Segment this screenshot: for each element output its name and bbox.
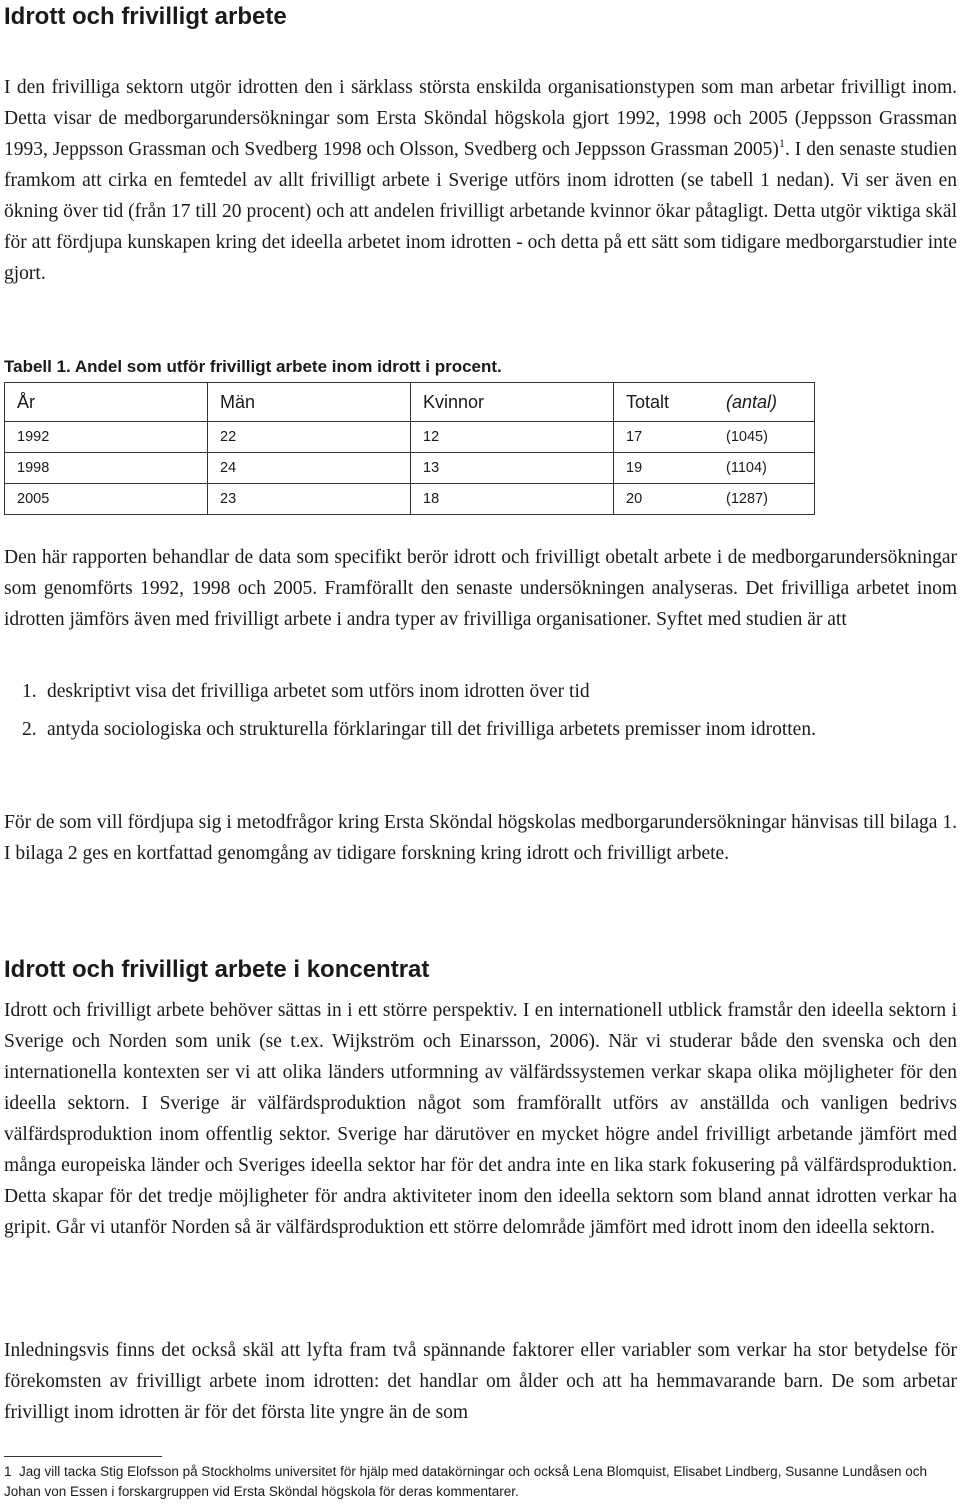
table-row <box>5 422 815 453</box>
footnote-divider <box>4 1456 162 1457</box>
cell-total: 17 <box>626 429 643 445</box>
list-text: deskriptivt visa det frivilliga arbetet som utförs inom idrotten över tid <box>47 681 590 702</box>
cell-total: 19 <box>626 460 643 476</box>
cell-count: (1104) <box>726 460 767 476</box>
intro-text: I den frivilliga sektorn utgör idrotten den i särklass största enskilda organisationstypen som man arbetar frivilligt inom. Detta visar de medborgarundersökningar som Ersta Sköndal högskola gjort 1992, 1998 och 2005 (Jeppsson Grassman 1993, Jeppsson Grassman och Svedberg 1998 och Olsson, Svedberg och Jeppsson Grassman 2005) <box>4 77 957 160</box>
list-text: antyda sociologiska och strukturella förklaringar till det frivilliga arbetets premisser inom idrotten. <box>47 719 816 740</box>
cell-year: 1998 <box>5 453 208 484</box>
footnote <box>4 1462 957 1502</box>
cell-women: 18 <box>411 484 614 515</box>
factors-paragraph: Inledningsvis finns det också skäl att lyfta fram två spännande faktorer eller variabler som verkar ha stor betydelse för förekomsten av frivilligt arbete inom idrotten: det handlar om ålder och att ha hemmavarande barn. De som arbetar frivilligt inom idrotten är för det första lite yngre än de som <box>4 1340 957 1423</box>
table-caption: Tabell 1. Andel som utför frivilligt arbete inom idrott i procent. <box>4 357 502 376</box>
header-total-cell <box>614 383 815 422</box>
purpose-paragraph: Den här rapporten behandlar de data som specifikt berör idrott och frivilligt obetalt arbete i de medborgarundersökningar som genomförts 1992, 1998 och 2005. Framförallt den senaste undersökningen analyseras. Det frivilliga arbetet inom idrotten jämförs även med frivilligt arbete i andra typer av frivilliga organisationer. Syftet med studien är att <box>4 547 957 630</box>
cell-men: 24 <box>208 453 411 484</box>
list-item <box>4 714 957 745</box>
cell-year: 1992 <box>5 422 208 453</box>
cell-women: 12 <box>411 422 614 453</box>
footnote-reference[interactable]: 1 <box>778 136 785 150</box>
cell-year: 2005 <box>5 484 208 515</box>
list-number: 1. <box>22 681 37 702</box>
cell-men: 22 <box>208 422 411 453</box>
cell-women: 13 <box>411 453 614 484</box>
header-men: Män <box>208 383 411 422</box>
cell-total-group <box>614 484 815 515</box>
intro-text-continued: . I den senaste studien framkom att cirka en femtedel av allt frivilligt arbete i Sverige utförs inom idrotten (se tabell 1 nedan). Vi ser även en ökning över tid (från 17 till 20 procent) och att andelen frivilligt arbetande kvinnor ökar påtagligt. Detta utgör viktiga skäl för att fördjupa kunskapen kring det ideella arbetet inom idrotten - och detta på ett sätt som tidigare medborgarstudier inte gjort. <box>4 139 957 284</box>
header-total: Totalt <box>626 391 670 412</box>
intro-paragraph <box>4 72 957 289</box>
table-row <box>5 453 815 484</box>
footnote-number: 1 <box>4 1464 12 1479</box>
volunteer-table <box>4 382 815 515</box>
cell-men: 23 <box>208 484 411 515</box>
header-year: År <box>5 383 208 422</box>
cell-count: (1287) <box>726 491 768 507</box>
list-number: 2. <box>22 719 37 740</box>
section-heading-concentrate: Idrott och frivilligt arbete i koncentrat <box>4 956 430 983</box>
footnote-text: Jag vill tacka Stig Elofsson på Stockholms universitet för hjälp med datakörningar och också Lena Blomquist, Elisabet Lindberg, Susanne Lundåsen och Johan von Essen i forskargruppen vid Ersta Sköndal högskola för deras kommentarer. <box>4 1464 928 1499</box>
cell-count: (1045) <box>726 429 768 445</box>
purpose-list <box>4 676 957 745</box>
concentrate-paragraph: Idrott och frivilligt arbete behöver sättas in i ett större perspektiv. I en internationell utblick framstår den ideella sektorn i Sverige och Norden som unik (se t.ex. Wijkström och Einarsson, 2006). När vi studerar både den svenska och den internationella kontexten ser vi att olika länders utformning av välfärdssystemen verkar skapa olika möjligheter för den ideella sektorn. I Sverige är välfärdsproduktion något som framförallt utförs av anställda och vanligen bedrivs välfärdsproduktion inom offentlig sektor. Sverige har därutöver en mycket högre andel frivilligt arbetande jämfört med många europeiska länder och Sveriges ideella sektor har för det andra inte en lika stark fokusering på välfärdsproduktion. Detta skapar för det tredje möjligheter för andra aktiviteter inom den ideella sektorn som bland annat idrotten verkar ha gripit. Går vi utanför Norden så är välfärdsproduktion ett större delområde jämfört med idrott inom den ideella sektorn. <box>4 1000 957 1238</box>
section-heading: Idrott och frivilligt arbete <box>4 3 287 30</box>
header-women: Kvinnor <box>411 383 614 422</box>
list-item <box>4 676 957 707</box>
header-count: (antal) <box>726 391 778 412</box>
method-paragraph: För de som vill fördjupa sig i metodfrågor kring Ersta Sköndal högskolas medborgarundersökningar hänvisas till bilaga 1. I bilaga 2 ges en kortfattad genomgång av tidigare forskning kring idrott och frivilligt arbete. <box>4 812 957 864</box>
cell-total: 20 <box>626 491 643 507</box>
cell-total-group <box>614 422 815 453</box>
table-row <box>5 484 815 515</box>
table-header-row <box>5 383 815 422</box>
cell-total-group <box>614 453 815 484</box>
